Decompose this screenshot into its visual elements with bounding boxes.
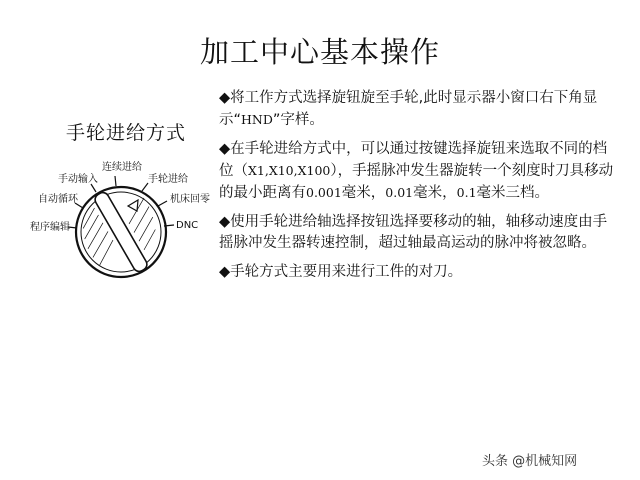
bullet-text: 毫米三档。 [476,185,550,201]
bullet-text: ◆在手轮进给方式中，可以通过按键选择旋钮来选取不同的档位（ [219,141,608,179]
watermark: 头条 @机械知网 [482,454,578,469]
bullet-text: ”字样。 [272,112,324,128]
dial-label-manual-input: 手动输入 [58,174,98,185]
bullet-text: ◆手轮方式主要用来进行工件的对刀。 [219,264,463,280]
bullet-item [219,139,619,204]
slide-title: 加工中心基本操作 [199,35,440,69]
dial-label-handwheel-feed: 手轮进给 [148,174,188,185]
bullet-code: HND [241,112,273,127]
dial-label-dnc: DNC [176,220,199,231]
dial-label-continuous-feed: 连续进给 [102,162,142,173]
dial-label-machine-return: 机床回零 [170,194,210,205]
bullet-code: X1,X10,X100 [248,163,331,178]
dial-label-auto-cycle: 自动循环 [38,194,78,205]
bullet-list [219,88,619,291]
bullet-item [219,88,619,131]
bullet-text: 毫米， [341,185,386,201]
bullet-value: 0.1 [456,185,477,200]
mode-selector-dial [20,150,220,300]
bullet-text: ◆使用手轮进给轴选择按钮选择要移动的轴，轴移动速度由手摇脉冲发生器转速控制，超过轴最高运动的脉冲将被忽略。 [219,214,608,251]
bullet-item [219,262,619,283]
bullet-text: ），手摇脉冲发生器旋转一个刻度时刀具移动的最小距离有 [219,163,614,201]
bullet-text: ◆将工作方式选择旋钮旋至手轮,此时显示器小窗口右下角显示“ [219,90,598,128]
bullet-text: 毫米， [413,185,457,201]
bullet-value: 0.001 [306,185,342,200]
dial-label-program-edit: 程序编辑 [30,222,70,233]
bullet-value: 0.01 [385,185,414,200]
bullet-item [219,212,619,254]
mode-label: 手轮进给方式 [66,122,187,144]
